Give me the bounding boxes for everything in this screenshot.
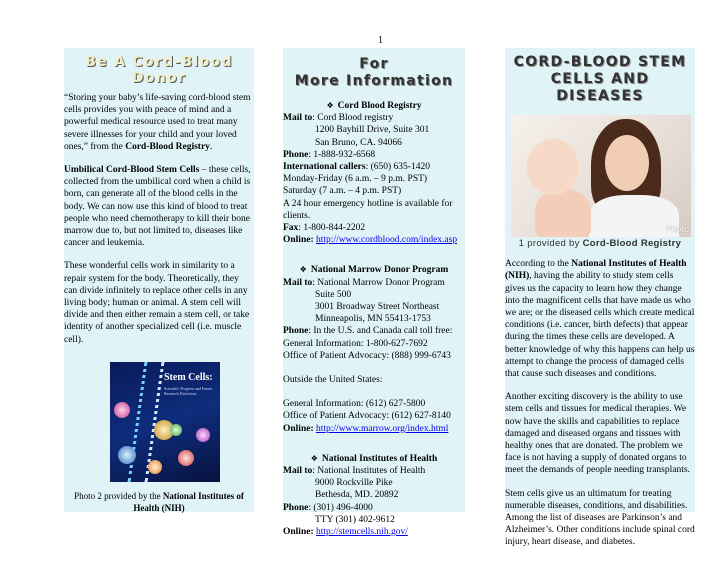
org2-patient-advocacy: Office of Patient Advocacy: (888) 999-6743 xyxy=(283,350,451,361)
org3-online-row: Online: http://stemcells.nih.gov/ xyxy=(283,527,408,538)
donor-title-line2: Donor xyxy=(131,70,187,86)
org2-mail-line2: Suite 500 xyxy=(315,289,352,300)
org1-fax-label: Fax xyxy=(283,223,299,234)
org1-fax-row xyxy=(283,222,465,234)
org1-mail-label: Mail to xyxy=(283,113,313,124)
org1-online-label: Online xyxy=(283,235,311,246)
page-number: 1 xyxy=(378,35,383,46)
diamond-bullet-icon: ❖ xyxy=(310,453,318,463)
therapies-paragraph: Another exciting discovery is the ability to use stem cells and tissues for medical therapies. We now have the skills and capabilities to replace damaged and diseased organs and tissues with healthy ones that are donated. The problem we face is not having a supply of donated organs to meet the demands of people needing transplants. xyxy=(505,392,690,476)
nih-section xyxy=(283,453,465,538)
more-info-panel xyxy=(283,48,465,538)
org2-phone-label: Phone xyxy=(283,326,309,337)
cord-blood-registry-section xyxy=(283,100,465,246)
org3-mail-row xyxy=(283,465,465,477)
org2-online-row: Online: http://www.marrow.org/index.html xyxy=(283,423,449,434)
org1-online-row: Online: http://www.cordblood.com/index.asp xyxy=(283,235,458,246)
cell-graphic xyxy=(178,450,194,466)
org2-mail-line3: 3001 Broadway Street Northeast xyxy=(315,302,440,313)
nih-paragraph xyxy=(505,258,695,380)
org1-fax: : 1-800-844-2202 xyxy=(298,223,366,234)
photo1-caption-source: Cord-Blood Registry xyxy=(582,238,682,249)
org2-mail-row xyxy=(283,277,465,289)
diamond-bullet-icon: ❖ xyxy=(299,265,307,275)
org3-phone-label: Phone xyxy=(283,502,309,513)
cell-graphic xyxy=(148,460,162,474)
intro-end: . xyxy=(209,141,213,152)
photo2-caption-prefix: Photo 2 provided by the xyxy=(74,490,163,501)
photo-baby-body xyxy=(535,189,591,237)
org1-hours-saturday: Saturday (7 a.m. – 4 p.m. PST) xyxy=(283,186,402,197)
donor-panel xyxy=(64,48,254,512)
intro-text: “Storing your baby’s life-saving cord-blood stem cells provides you with peace of mind and a powerful medical resource used to treat many severe illnesses for your child and your loved ones,” from the xyxy=(64,93,251,152)
org1-mail-row xyxy=(283,112,465,124)
org1-mail-line1: : Cord Blood registry xyxy=(312,113,394,124)
book-subtitle: Scientific Progress and Future Research Directions xyxy=(164,385,213,396)
org1-heading xyxy=(283,100,465,112)
more-info-title xyxy=(283,56,465,90)
org3-phone: : (301) 496-4000 xyxy=(308,502,373,513)
intro-quote xyxy=(64,92,254,153)
photo1-caption-prefix: 1 provided by xyxy=(518,238,583,249)
org1-hotline: A 24 hour emergency hotline is available for clients. xyxy=(283,198,453,221)
photo2-caption-source: National Institutes of Health (NIH) xyxy=(133,490,244,513)
org1-intl-row xyxy=(283,161,465,173)
diamond-bullet-icon: ❖ xyxy=(326,101,334,110)
marrow-donor-section xyxy=(283,264,465,434)
org1-phone-label: Phone xyxy=(283,149,309,160)
intro-source: Cord-Blood Registry xyxy=(125,141,210,152)
ucb-paragraph xyxy=(64,164,254,249)
diseases-panel xyxy=(505,48,695,548)
org2-general-intl: General Information: (612) 627-5800 xyxy=(283,399,426,410)
photo2-caption xyxy=(64,490,254,514)
donor-title-line1: Be A Cord-Blood xyxy=(85,54,233,70)
org2-mail-label: Mail to xyxy=(283,277,313,288)
photo-woman-face xyxy=(605,135,649,191)
org2-mail-line4: Minneapolis, MN 55413-1753 xyxy=(315,314,431,325)
donor-title xyxy=(64,54,254,86)
org3-heading xyxy=(283,453,465,465)
org3-tty: TTY (301) 402-9612 xyxy=(315,514,395,525)
mother-baby-photo xyxy=(511,115,691,237)
cell-graphic xyxy=(118,446,136,464)
org3-phone-row xyxy=(283,502,465,514)
org2-url-link[interactable]: http://www.marrow.org/index.html xyxy=(316,423,449,434)
org1-phone-row xyxy=(283,149,465,161)
org1-intl-label: International callers xyxy=(283,162,366,173)
org2-advocacy-intl: Office of Patient Advocacy: (612) 627-8140 xyxy=(283,411,451,422)
org2-online-label: Online xyxy=(283,423,311,434)
diseases-paragraph: Stem cells give us an ultimatum for treating numerable diseases, conditions, and disabilities. Among the list of diseases are Parkinson’s and Alzheimer’s. Other conditions include spinal cord injury, heart disease, and diabetes. xyxy=(505,488,695,548)
p1-end: , having the ability to study stem cells gives us the capacity to learn how they change into the magnificent cells that have made us who we are; or the diseased cells which create medical conditions (i.e. cancer, birth defects) that appear during the times these cells are developed. A better knowledge of why this happens can help us attempt to change the process of damaged cells that cause such diseases and conditions. xyxy=(505,271,695,380)
diseases-title xyxy=(505,54,695,105)
more-info-title-line2: More Information xyxy=(294,73,454,89)
org1-mail-line3: San Bruno, CA. 94066 xyxy=(315,137,402,148)
org2-mail-line1: : National Marrow Donor Program xyxy=(312,277,445,288)
org3-mail-line1: : National Institutes of Health xyxy=(312,466,426,477)
org2-name: National Marrow Donor Program xyxy=(310,265,449,276)
org1-name: Cord Blood Registry xyxy=(337,101,422,111)
org2-heading xyxy=(283,264,465,276)
photo-label: Photo xyxy=(665,223,689,234)
p1-start: According to the xyxy=(505,259,572,270)
p1-org: National Institutes of Health (NIH) xyxy=(505,259,687,282)
stem-cells-book-cover xyxy=(110,362,220,482)
repair-paragraph: These wonderful cells work in similarity to a repair system for the body. Theoretically, they can divide infinitely to replace other cells in any living body; human or animal. A stem cell will divide and then either remain a stem cell, or take identity of another specialized cell (i.e. muscle cell). xyxy=(64,261,250,345)
diseases-title-line2: CELLS AND DISEASES xyxy=(550,71,650,104)
org3-name: National Institutes of Health xyxy=(321,453,438,464)
org3-url-link[interactable]: http://stemcells.nih.gov/ xyxy=(316,527,408,538)
org3-mail-label: Mail to xyxy=(283,466,313,477)
more-info-title-line1: For xyxy=(359,56,389,72)
org1-mail-line2: 1200 Bayhill Drive, Suite 301 xyxy=(315,125,430,136)
diseases-title-line1: CORD-BLOOD STEM xyxy=(513,54,687,70)
org3-mail-line2: 9000 Rockville Pike xyxy=(315,478,393,489)
org3-online-label: Online xyxy=(283,527,311,538)
book-title: Stem Cells: xyxy=(164,371,213,383)
org2-outside-us: Outside the United States: xyxy=(283,375,383,386)
org2-phone: : In the U.S. and Canada call toll free: xyxy=(308,326,453,337)
photo-baby-head xyxy=(527,139,579,195)
org1-url-link[interactable]: http://www.cordblood.com/index.asp xyxy=(316,235,458,246)
org3-mail-line3: Bethesda, MD. 20892 xyxy=(315,490,399,501)
org2-general-info: General Information: 1-800-627-7692 xyxy=(283,338,428,349)
cell-graphic xyxy=(170,424,182,436)
cell-graphic xyxy=(196,428,210,442)
ucb-heading: Umbilical Cord-Blood Stem Cells xyxy=(64,165,200,176)
org2-phone-row xyxy=(283,325,465,337)
ucb-text: – these cells, collected from the umbilical cord when a child is born, can generate all of the blood cells in the body. We can now use this kind of blood to treat people who need chemotherapy to kill their bone marrow due to, but not limited to, diseases like cancer and leukemia. xyxy=(64,165,251,249)
cell-graphic xyxy=(114,402,130,418)
org1-hours-weekday: Monday-Friday (6 a.m. – 9 p.m. PST) xyxy=(283,174,428,185)
photo1-caption xyxy=(505,238,695,250)
org1-phone: : 1-888-932-6568 xyxy=(308,149,376,160)
org1-intl: : (650) 635-1420 xyxy=(365,162,430,173)
